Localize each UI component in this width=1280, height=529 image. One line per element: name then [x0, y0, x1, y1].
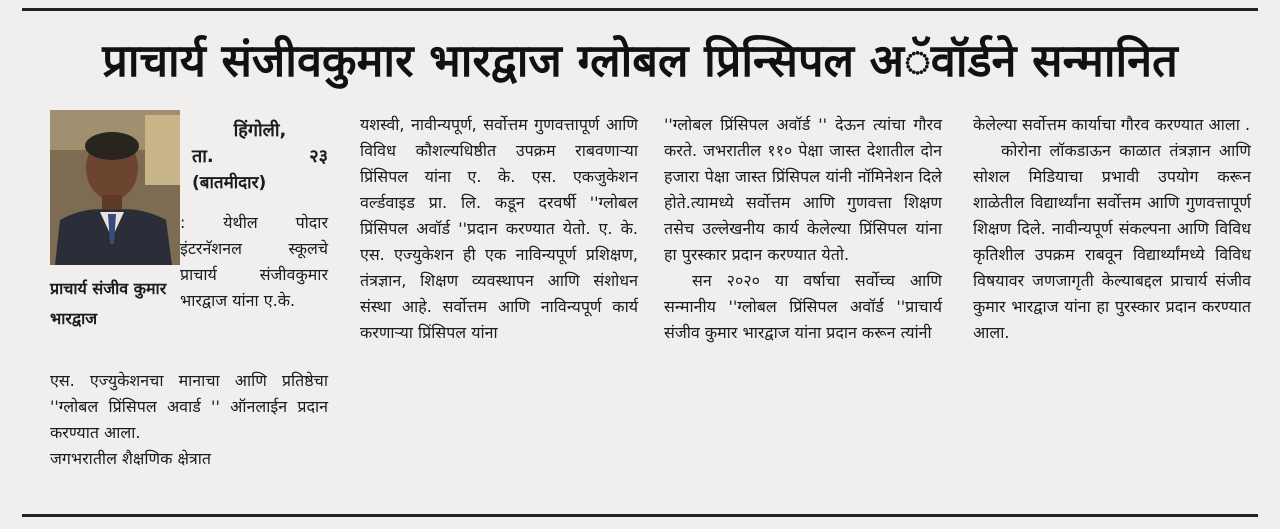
column-4 — [973, 112, 1251, 346]
col1-side-text — [180, 210, 328, 314]
col4-paragraph-1: केलेल्या सर्वोत्तम कार्याचा गौरव करण्यात आला . — [973, 115, 1251, 134]
col4-paragraph-2: कोरोना लॉकडाऊन काळात तंत्रज्ञान आणि सोशल मिडियाचा प्रभावी उपयोग करून शाळेतील विद्यार्थ्यांना सर्वोत्तम आणि गुणवत्तापूर्ण शिक्षण दिले. नावीन्यपूर्ण संकल्पना आणि विविध कृतिशील उपक्रम राबवून विद्यार्थ्यांमध्ये विविध विषयावर जणजागृती केल्याबद्दल प्राचार्य संजीव कुमार भारद्वाज यांना हा पुरस्कार प्रदान करण्यात आला. — [973, 141, 1251, 342]
col1-side-paragraph: : येथील पोदार इंटरनॅशनल स्कूलचे प्राचार्य संजीवकुमार भारद्वाज यांना ए.के. — [180, 213, 328, 310]
dateline-byline: (बातमीदार) — [192, 173, 267, 193]
photo-caption: प्राचार्य संजीव कुमार भारद्वाज — [50, 279, 167, 328]
col1-paragraph-2: जगभरातील शैक्षणिक क्षेत्रात — [50, 449, 212, 468]
top-rule — [22, 8, 1258, 11]
dateline-date — [192, 144, 328, 170]
portrait-image — [50, 110, 180, 265]
col3-paragraph-2: सन २०२० या वर्षाचा सर्वोच्च आणि सन्मानीय ''ग्लोबल प्रिंसिपल अवॉर्ड ''प्राचार्य संजीव कुमार भारद्वाज यांना प्रदान करून त्यांनी — [664, 271, 942, 342]
dateline-place: हिंगोली, — [233, 120, 287, 141]
col1-bottom — [50, 368, 328, 472]
portrait-photo — [50, 110, 180, 265]
dateline — [192, 118, 328, 196]
col3-paragraph-1: ''ग्लोबल प्रिंसिपल अवॉर्ड '' देऊन त्यांचा गौरव करते. जभरातील ११० पेक्षा जास्त देशातील दोन हजारा पेक्षा जास्त प्रिंसिपल यांनी नॉमिनेशन दिले होते.त्यामध्ये सर्वोत्तम आणि गुणवत्ता शिक्षण तसेच उल्लेखनीय कार्य केलेल्या प्रिंसिपल यांना हा पुरस्कार प्रदान करण्यात येतो. — [664, 115, 942, 264]
bottom-rule — [22, 514, 1258, 517]
dateline-ta: ता. — [192, 146, 214, 167]
headline: प्राचार्य संजीवकुमार भारद्वाज ग्लोबल प्रिन्सिपल अॅवॉर्डने सन्मानित — [102, 34, 1178, 87]
col2-paragraph: यशस्वी, नावीन्यपूर्ण, सर्वोत्तम गुणवत्तापूर्ण आणि विविध कौशल्यधिष्ठीत उपक्रम राबवणाऱ्या प्रिंसिपल यांना ए. के. एस. एकजुकेशन वर्ल्डवाइड प्रा. लि. कडून दरवर्षी ''ग्लोबल प्रिंसिपल अवॉर्ड ''प्रदान करण्यात येतो. ए. के. एस. एज्युकेशन ही एक नाविन्यपूर्ण प्रशिक्षण, तंत्रज्ञान, शिक्षण व्यवस्थापन आणि संशोधन संस्था आहे. सर्वोत्तम आणि नाविन्यपूर्ण कार्य करणाऱ्या प्रिंसिपल यांना — [360, 115, 638, 342]
col1-paragraph-1: एस. एज्युकेशनचा मानाचा आणि प्रतिष्ठेचा ''ग्लोबल प्रिंसिपल अवार्ड '' ऑनलाईन प्रदान करण्यात आला. — [50, 371, 328, 442]
column-3 — [664, 112, 942, 346]
dateline-day: २३ — [309, 146, 328, 167]
column-2 — [360, 112, 638, 346]
